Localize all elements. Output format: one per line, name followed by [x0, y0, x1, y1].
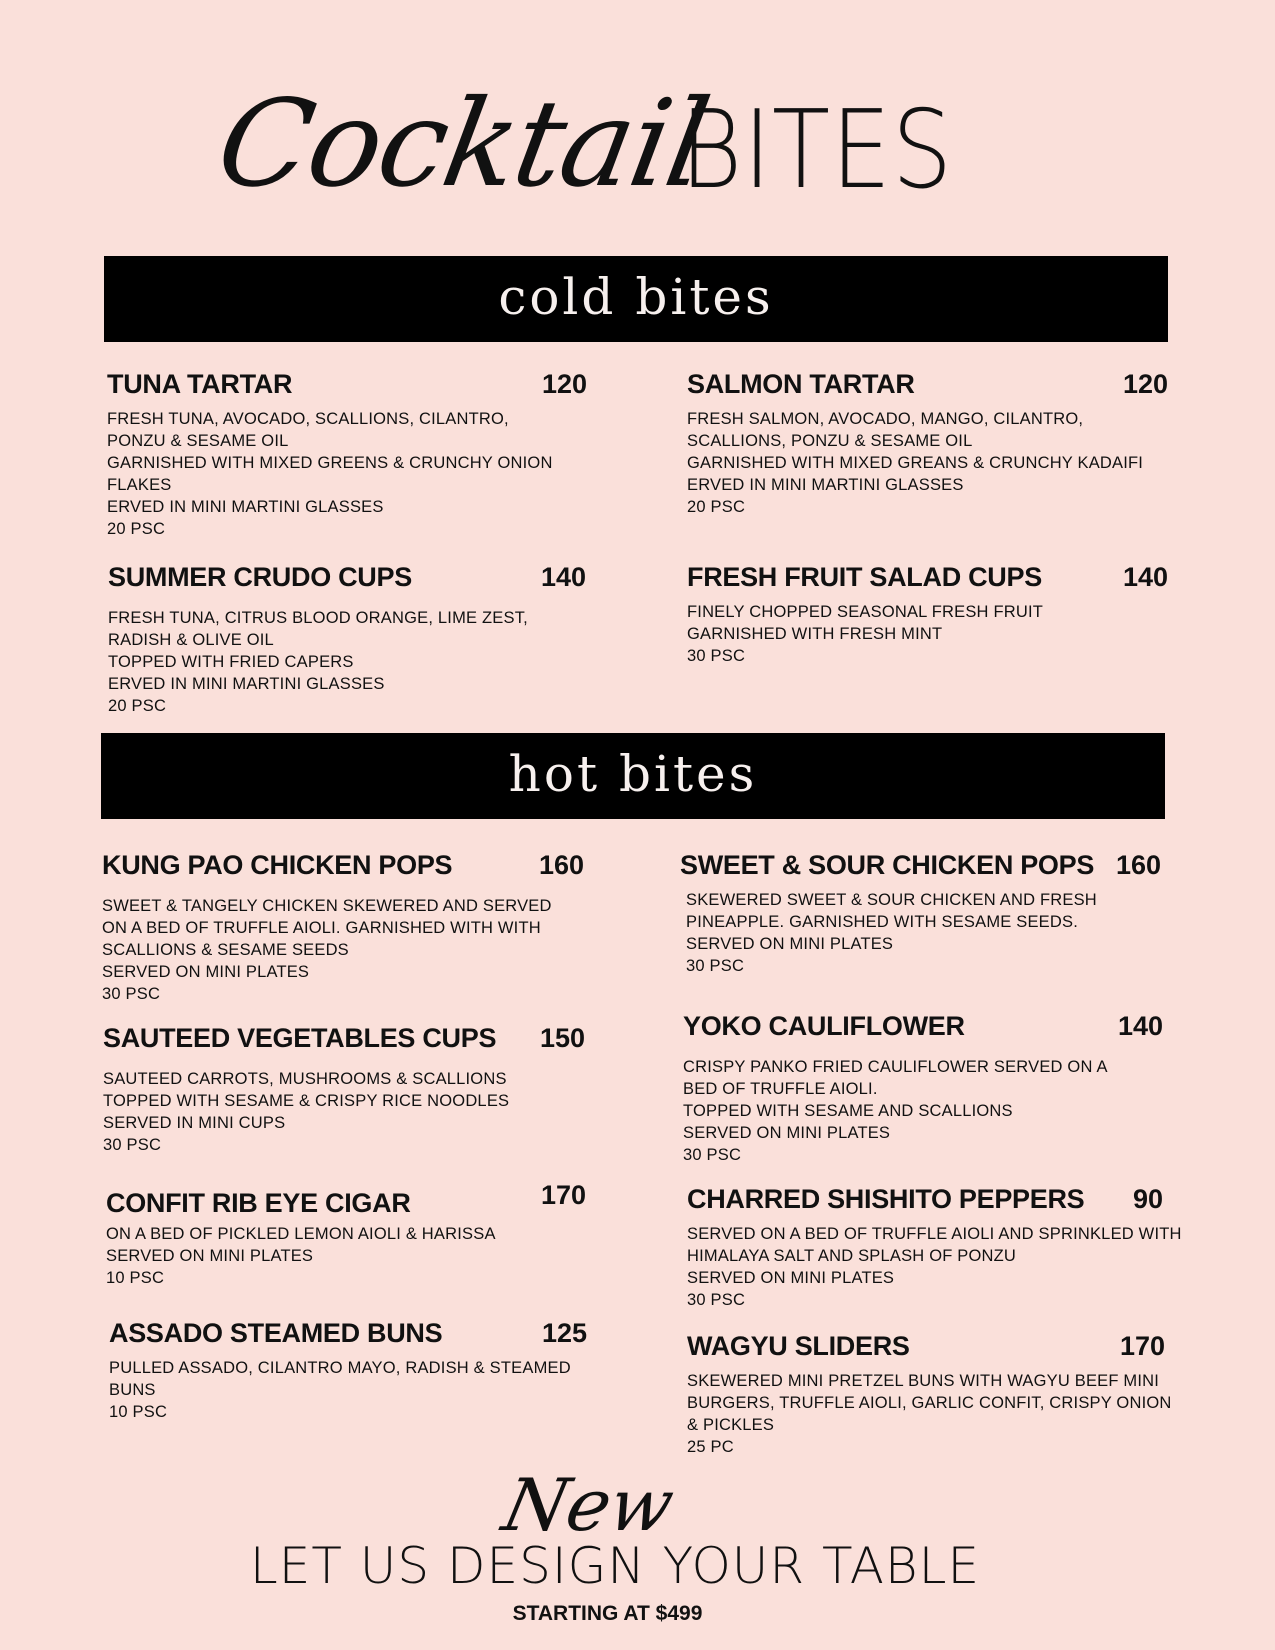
- footer-headline: LET US DESIGN YOUR TABLE: [249, 1537, 981, 1595]
- item-name: SUMMER CRUDO CUPS: [108, 562, 412, 592]
- menu-item: [683, 1008, 1163, 1166]
- item-price: 160: [1115, 850, 1161, 880]
- item-price: 125: [541, 1318, 587, 1348]
- menu-item: [103, 1020, 585, 1156]
- item-price: 170: [1119, 1331, 1165, 1361]
- item-price: 140: [540, 562, 586, 592]
- item-description: CRISPY PANKO FRIED CAULIFLOWER SERVED ON A BED OF TRUFFLE AIOLI. TOPPED WITH SESAME AND SCALLIONS SERVED ON MINI PLATES 30 PSC: [683, 1058, 1108, 1164]
- section-banner-hot: hot bites: [101, 733, 1165, 819]
- menu-item: [102, 847, 584, 1005]
- item-name: TUNA TARTAR: [107, 369, 293, 399]
- item-price: 170: [540, 1180, 586, 1210]
- menu-item: [687, 559, 1168, 667]
- item-description: SERVED ON A BED OF TRUFFLE AIOLI AND SPRINKLED WITH HIMALAYA SALT AND SPLASH OF PONZU SERVED ON MINI PLATES 30 PSC: [687, 1225, 1182, 1309]
- item-name: WAGYU SLIDERS: [687, 1331, 910, 1361]
- item-price: 120: [1122, 369, 1168, 399]
- menu-item: [108, 559, 586, 717]
- item-description: SKEWERED MINI PRETZEL BUNS WITH WAGYU BEEF MINI BURGERS, TRUFFLE AIOLI, GARLIC CONFIT, CRISPY ONION & PICKLES 25 PC: [687, 1372, 1172, 1456]
- item-name: CONFIT RIB EYE CIGAR: [106, 1188, 411, 1218]
- item-description: ON A BED OF PICKLED LEMON AIOLI & HARISSA SERVED ON MINI PLATES 10 PSC: [106, 1225, 496, 1287]
- item-name: YOKO CAULIFLOWER: [683, 1011, 965, 1041]
- menu-item: [106, 1181, 586, 1289]
- item-description: FRESH SALMON, AVOCADO, MANGO, CILANTRO, SCALLIONS, PONZU & SESAME OIL GARNISHED WITH MIXED GREANS & CRUNCHY KADAIFI ERVED IN MINI MARTINI GLASSES 20 PSC: [687, 410, 1144, 516]
- item-name: SWEET & SOUR CHICKEN POPS: [680, 850, 1095, 880]
- item-description: FRESH TUNA, AVOCADO, SCALLIONS, CILANTRO, PONZU & SESAME OIL GARNISHED WITH MIXED GREENS & CRUNCHY ONION FLAKES ERVED IN MINI MARTINI GLASSES 20 PSC: [107, 410, 553, 538]
- item-price: 140: [1122, 562, 1168, 592]
- menu-title: [0, 70, 1275, 220]
- item-name: SAUTEED VEGETABLES CUPS: [103, 1023, 497, 1053]
- item-price: 160: [538, 850, 584, 880]
- item-price: 90: [1132, 1184, 1163, 1214]
- item-description: SWEET & TANGELY CHICKEN SKEWERED AND SERVED ON A BED OF TRUFFLE AIOLI. GARNISHED WITH WITH SCALLIONS & SESAME SEEDS SERVED ON MINI PLATES 30 PSC: [102, 897, 552, 1003]
- item-name: FRESH FRUIT SALAD CUPS: [687, 562, 1042, 592]
- item-description: SAUTEED CARROTS, MUSHROOMS & SCALLIONS TOPPED WITH SESAME & CRISPY RICE NOODLES SERVED IN MINI CUPS 30 PSC: [103, 1070, 510, 1154]
- menu-item: [107, 366, 587, 540]
- item-description: FINELY CHOPPED SEASONAL FRESH FRUIT GARNISHED WITH FRESH MINT 30 PSC: [687, 603, 1044, 665]
- menu-item: [687, 366, 1168, 518]
- title-caps-word: BITES: [680, 88, 954, 213]
- title-script-word: Cocktail: [207, 75, 717, 214]
- footer-script-word: New: [496, 1463, 682, 1547]
- footer-price-note: STARTING AT $499: [512, 1602, 703, 1625]
- item-description: PULLED ASSADO, CILANTRO MAYO, RADISH & STEAMED BUNS 10 PSC: [109, 1359, 571, 1421]
- item-price: 150: [539, 1023, 585, 1053]
- menu-item: [680, 847, 1161, 977]
- item-name: SALMON TARTAR: [687, 369, 915, 399]
- item-name: KUNG PAO CHICKEN POPS: [102, 850, 453, 880]
- item-name: ASSADO STEAMED BUNS: [109, 1318, 443, 1348]
- item-price: 140: [1117, 1011, 1163, 1041]
- item-description: SKEWERED SWEET & SOUR CHICKEN AND FRESH PINEAPPLE. GARNISHED WITH SESAME SEEDS. SERVED ON MINI PLATES 30 PSC: [686, 891, 1097, 975]
- menu-item: [687, 1328, 1172, 1458]
- item-name: CHARRED SHISHITO PEPPERS: [687, 1184, 1085, 1214]
- item-price: 120: [541, 369, 587, 399]
- item-description: FRESH TUNA, CITRUS BLOOD ORANGE, LIME ZEST, RADISH & OLIVE OIL TOPPED WITH FRIED CAPERS ERVED IN MINI MARTINI GLASSES 20 PSC: [108, 609, 528, 715]
- menu-item: [109, 1315, 587, 1423]
- section-banner-cold: cold bites: [104, 256, 1168, 342]
- menu-item: [687, 1181, 1182, 1311]
